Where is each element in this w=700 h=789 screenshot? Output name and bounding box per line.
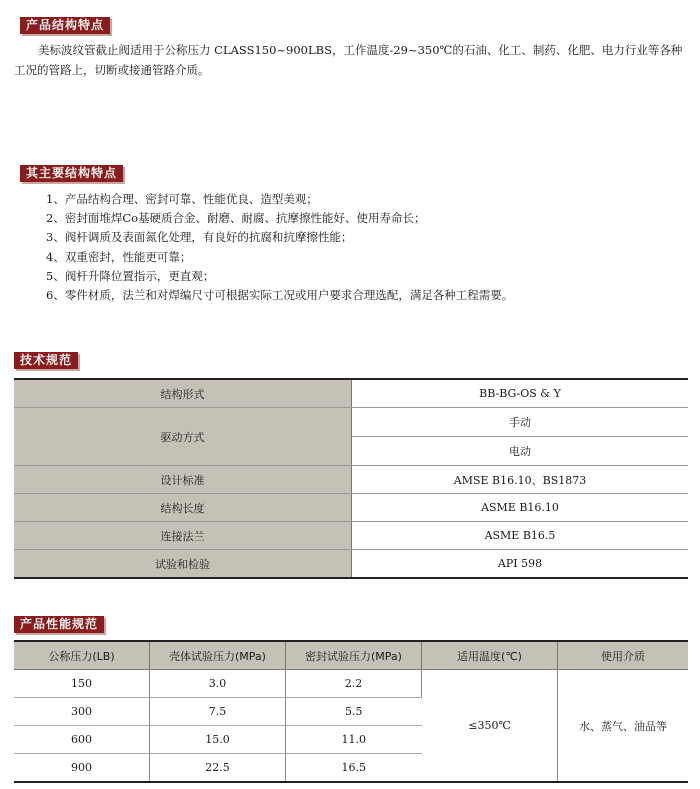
table-cell: 600 [14,726,150,754]
table-cell: 手动 [352,408,689,437]
table-cell: 7.5 [150,698,286,726]
main-features-list [46,190,513,305]
table-cell: 驱动方式 [14,408,352,466]
table-row [14,466,688,494]
table-cell: 150 [14,670,150,698]
table-cell: 3.0 [150,670,286,698]
section-title-performance: 产品性能规范 [14,616,104,633]
table-cell: 2.2 [286,670,422,698]
performance-table [14,640,688,783]
column-header: 密封试验压力(MPa) [286,641,422,670]
column-header: 壳体试验压力(MPa) [150,641,286,670]
list-item: 3、阀杆调质及表面氮化处理，有良好的抗腐和抗摩擦性能； [46,230,353,245]
table-cell: 15.0 [150,726,286,754]
table-cell: AMSE B16.10、BS1873 [352,466,689,494]
table-row [14,670,688,698]
table-cell: 22.5 [150,754,286,783]
table-cell: 结构长度 [14,494,352,522]
table-cell: ASME B16.5 [352,522,689,550]
table-cell: 结构形式 [14,379,352,408]
table-cell: 设计标准 [14,466,352,494]
column-header: 公称压力(LB) [14,641,150,670]
section-title-spec: 技术规范 [14,352,78,369]
list-item: 2、密封面堆焊Co基硬质合金、耐磨、耐腐、抗摩擦性能好、使用寿命长； [46,211,426,226]
table-row [14,522,688,550]
section-title-features: 产品结构特点 [20,17,110,34]
table-cell: ASME B16.10 [352,494,689,522]
column-header: 适用温度(℃) [422,641,558,670]
table-cell: 连接法兰 [14,522,352,550]
table-cell: 900 [14,754,150,783]
list-item: 1、产品结构合理、密封可靠、性能优良、造型美观； [46,192,318,206]
table-row [14,408,688,437]
temperature-cell: ≤350℃ [422,670,558,783]
table-cell: BB-BG-OS & Y [352,379,689,408]
table-row [14,550,688,579]
section-title-main-features: 其主要结构特点 [20,165,123,182]
table-cell: 5.5 [286,698,422,726]
table-cell: 11.0 [286,726,422,754]
features-paragraph: 美标波纹管截止阀适用于公称压力 CLASS150~900LBS，工作温度-29~350℃的石油、化工、制药、化肥、电力行业等各种工况的管路上，切断或接通管路介质。 [14,43,683,77]
table-cell: 电动 [352,437,689,466]
spec-table [14,378,688,579]
table-row [14,379,688,408]
list-item: 6、零件材质，法兰和对焊编尺寸可根据实际工况或用户要求合理选配，满足各种工程需要。 [46,287,514,302]
list-item: 4、双重密封，性能更可靠； [46,249,192,264]
column-header: 使用介质 [558,641,689,670]
table-row [14,494,688,522]
table-cell: API 598 [352,550,689,579]
table-header-row [14,641,688,670]
medium-cell: 水、蒸气、油品等 [558,670,689,783]
table-cell: 试验和检验 [14,550,352,579]
table-cell: 300 [14,698,150,726]
list-item: 5、阀杆升降位置指示，更直观； [46,268,215,283]
table-cell: 16.5 [286,754,422,783]
